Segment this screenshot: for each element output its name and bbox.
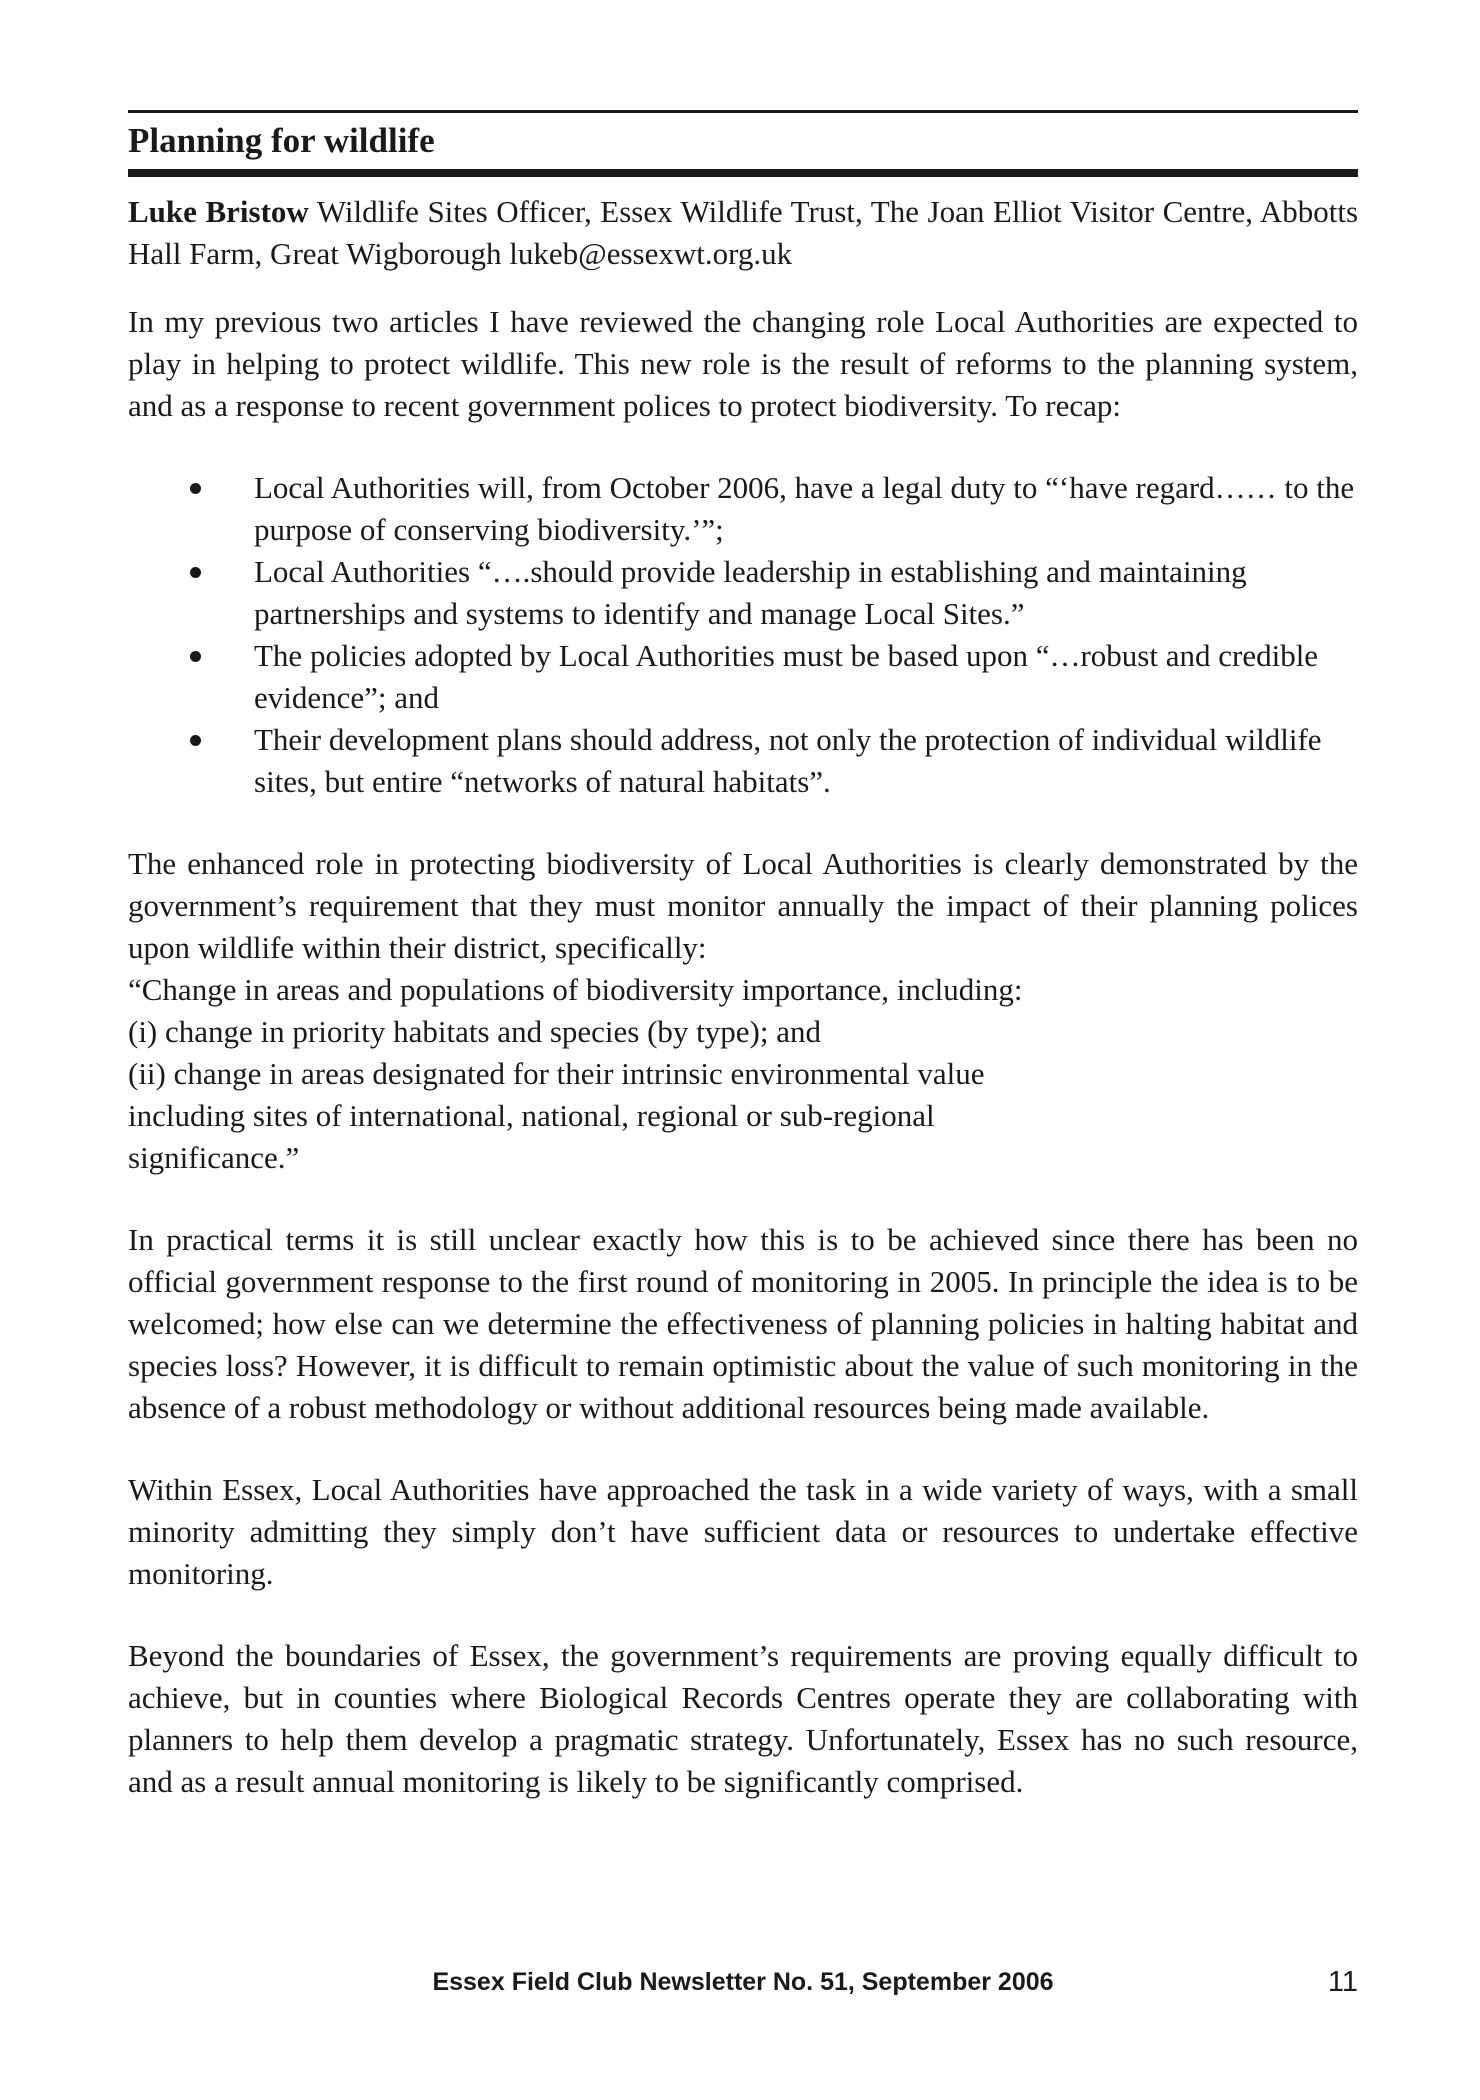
essex-paragraph: Within Essex, Local Authorities have approached the task in a wide variety of ways, with a small minority admitting they simply don’t have sufficient data or resources to undertake effective monitoring. [128,1472,1358,1591]
list-item-text: Their development plans should address, not only the protection of individual wildlife sites, but entire “networks of natural habitats”. [254,722,1322,799]
publication-name: Essex Field Club Newsletter No. 51, September 2006 [432,1968,1054,1996]
title-rule-top [128,110,1358,113]
author-line [128,191,1358,275]
quote-line: significance.” [128,1140,300,1175]
article-body [128,191,1358,1803]
bullet-icon [190,567,201,578]
bullet-icon [190,735,201,746]
page-number: 11 [1327,1966,1358,1998]
list-item [128,719,1358,803]
quote-line: (ii) change in areas designated for their intrinsic environmental value [128,1056,985,1091]
beyond-paragraph: Beyond the boundaries of Essex, the government’s requirements are proving equally difficult to achieve, but in counties where Biological Records Centres operate they are collaborating with planners to help them develop a pragmatic strategy. Unfortunately, Essex has no such resource, and as a result annual monitoring is likely to be significantly comprised. [128,1638,1358,1799]
author-name: Luke Bristow [128,194,309,229]
quote-line: “Change in areas and populations of biodiversity importance, including: [128,972,1023,1007]
intro-paragraph: In my previous two articles I have reviewed the changing role Local Authorities are expected to play in helping to protect wildlife. This new role is the result of reforms to the planning system, and as a response to recent government polices to protect biodiversity. To recap: [128,304,1358,423]
practical-paragraph: In practical terms it is still unclear exactly how this is to be achieved since there has been no official government response to the first round of monitoring in 2005. In principle the idea is to be welcomed; how else can we determine the effectiveness of planning policies in halting habitat and species loss? However, it is difficult to remain optimistic about the value of such monitoring in the absence of a robust methodology or without additional resources being made available. [128,1222,1358,1425]
list-item-text: The policies adopted by Local Authorities must be based upon “…robust and credible evidence”; and [254,638,1319,715]
list-item-text: Local Authorities “….should provide leadership in establishing and maintaining partnerships and systems to identify and manage Local Sites.” [254,554,1247,631]
recap-list [128,467,1358,803]
page-footer [128,1962,1358,2002]
article-title: Planning for wildlife [128,121,435,160]
bullet-icon [190,651,201,662]
quote-line: including sites of international, national, regional or sub-regional [128,1098,935,1133]
monitoring-paragraph: The enhanced role in protecting biodiversity of Local Authorities is clearly demonstrated by the government’s requirement that they must monitor annually the impact of their planning polices upon wildlife within their district, specifically: [128,846,1358,965]
list-item [128,635,1358,719]
article [128,110,1358,1803]
quote-line: (i) change in priority habitats and species (by type); and [128,1014,821,1049]
list-item-text: Local Authorities will, from October 2006, have a legal duty to “‘have regard…… to the purpose of conserving biodiversity.’”; [254,470,1355,547]
list-item [128,551,1358,635]
author-affiliation: Wildlife Sites Officer, Essex Wildlife Trust, The Joan Elliot Visitor Centre, Abbotts Hall Farm, Great Wigborough lukeb@essexwt.org.uk [128,194,1359,271]
bullet-icon [190,483,201,494]
list-item [128,467,1358,551]
requirement-quote [128,969,1358,1179]
title-rule-bottom [128,169,1358,177]
